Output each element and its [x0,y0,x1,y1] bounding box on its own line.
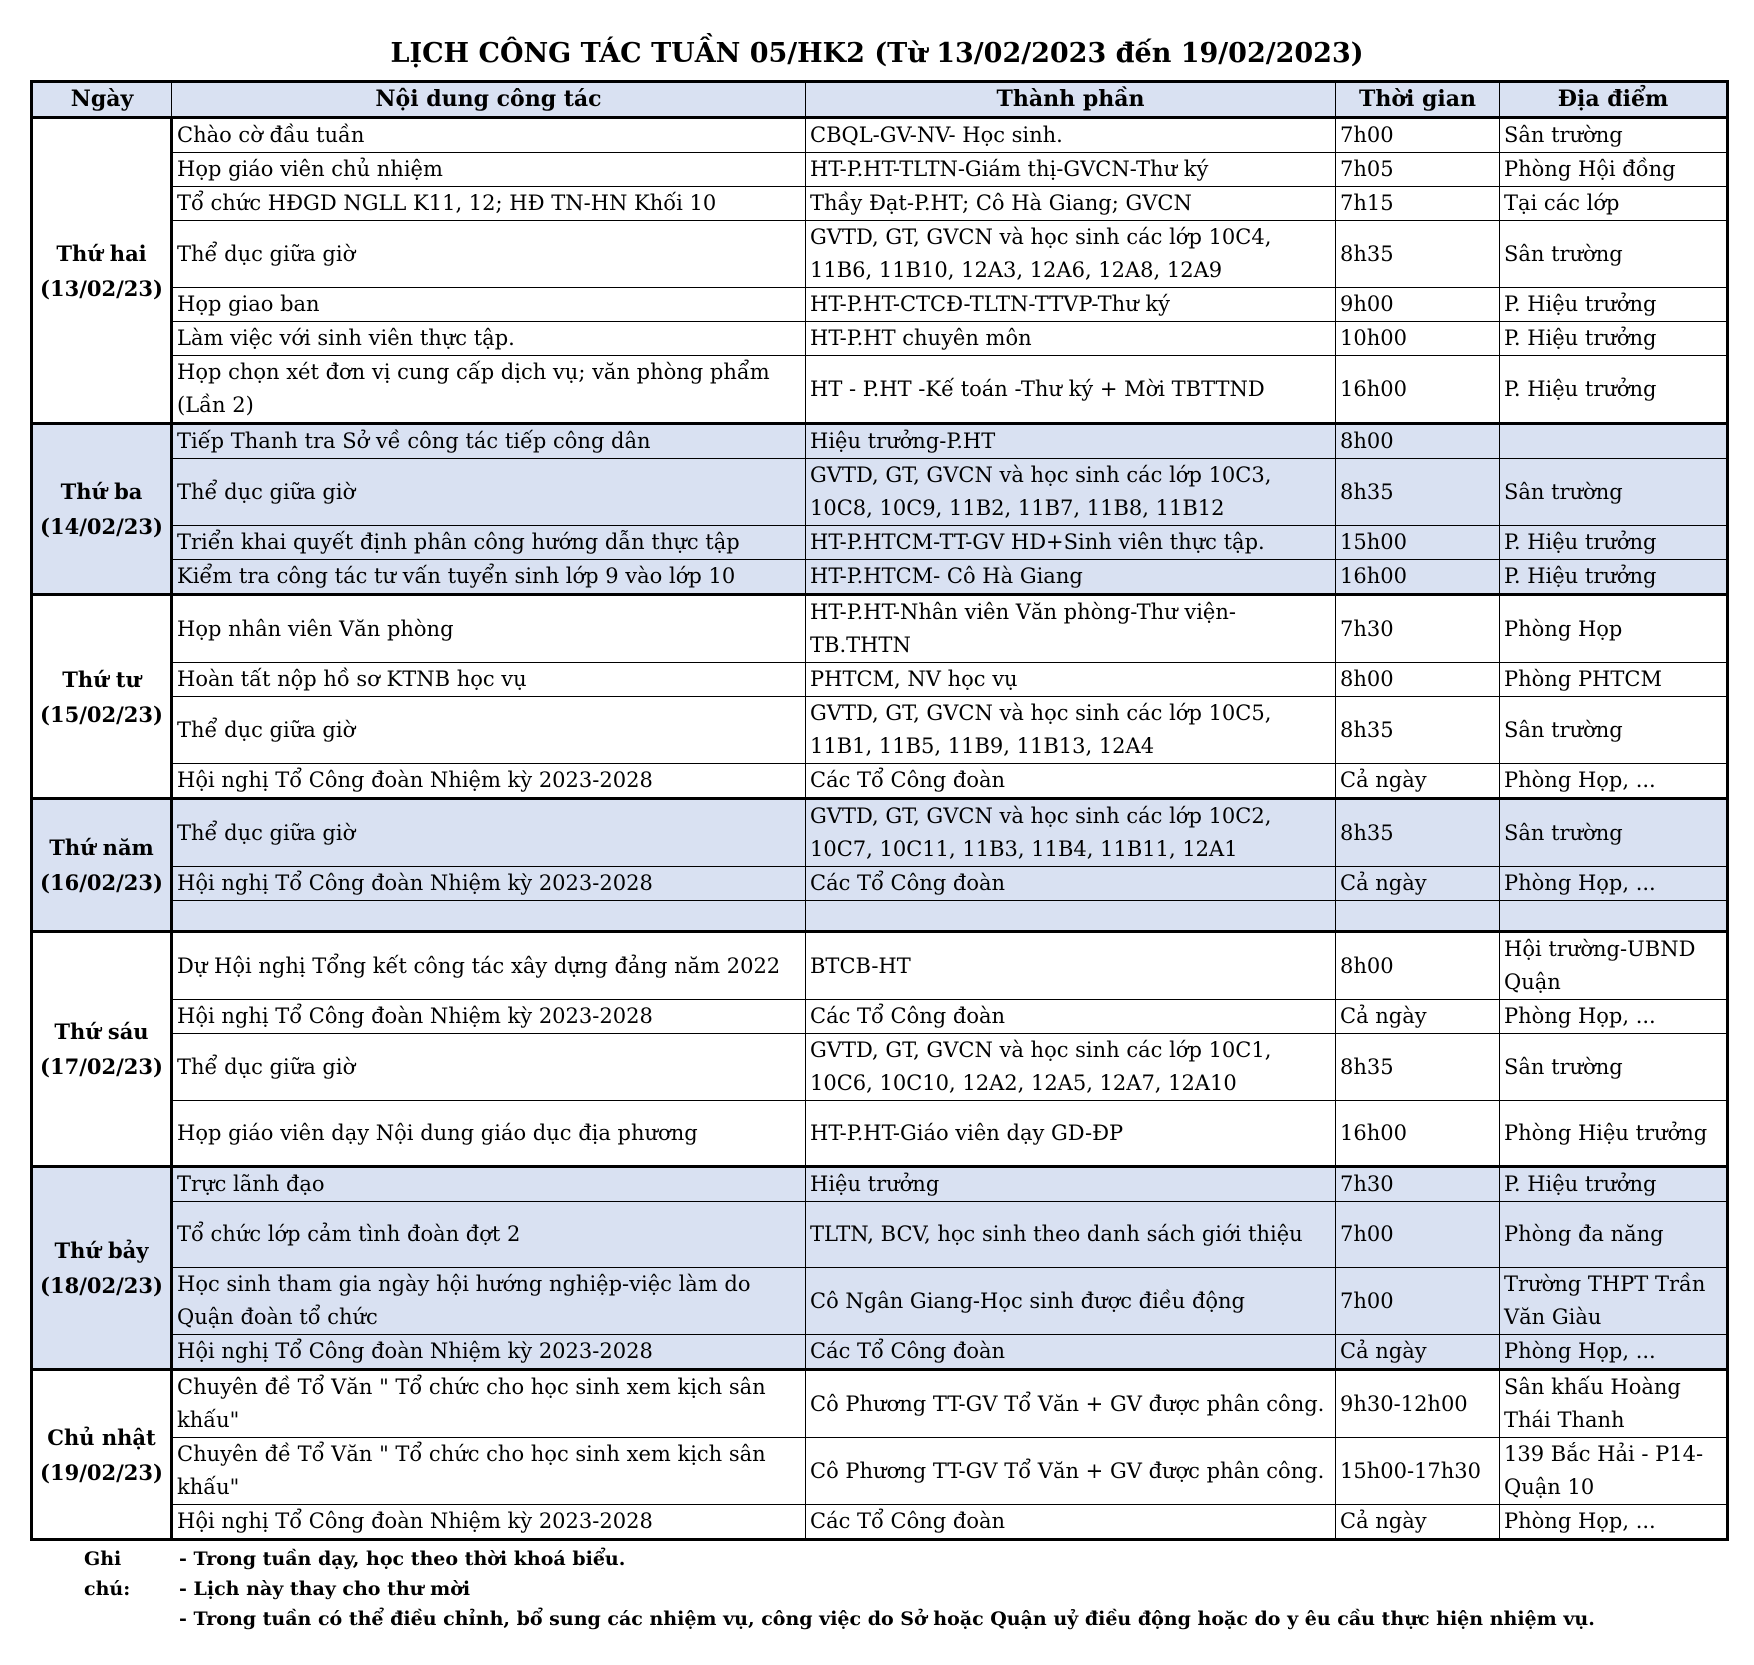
header-row [32,82,1728,118]
content-cell: Làm việc với sinh viên thực tập. [172,322,806,356]
time-cell: 7h30 [1336,595,1500,663]
table-row [32,932,1728,1000]
day-date: (15/02/23) [40,701,163,727]
content-cell: Triển khai quyết định phân công hướng dẫn thực tập [172,526,806,560]
time-cell: 8h35 [1336,1034,1500,1101]
time-cell: 8h00 [1336,424,1500,459]
participants-cell: GVTD, GT, GVCN và học sinh các lớp 10C3, 10C8, 10C9, 11B2, 11B7, 11B8, 11B12 [806,459,1336,526]
time-cell: 16h00 [1336,356,1500,424]
day-group-thursday [32,799,1728,932]
location-cell: Sân trường [1500,799,1728,867]
participants-cell: Thầy Đạt-P.HT; Cô Hà Giang; GVCN [806,187,1336,221]
location-cell: Sân trường [1500,459,1728,526]
time-cell: Cả ngày [1336,1505,1500,1540]
participants-cell: HT-P.HT-Nhân viên Văn phòng-Thư viện-TB.THTN [806,595,1336,663]
content-cell: Tiếp Thanh tra Sở về công tác tiếp công dân [172,424,806,459]
participants-cell: HT - P.HT -Kế toán -Thư ký + Mời TBTTND [806,356,1336,424]
page-title: LỊCH CÔNG TÁC TUẦN 05/HK2 (Từ 13/02/2023 đến 19/02/2023) [390,38,1364,69]
table-row [32,1505,1728,1540]
location-cell: Phòng Họp, ... [1500,764,1728,799]
note-line: - Trong tuần dạy, học theo thời khoá biểu. [179,1548,626,1570]
content-cell: Hội nghị Tổ Công đoàn Nhiệm kỳ 2023-2028 [172,1335,806,1370]
day-group-tuesday [32,424,1728,595]
location-cell: Phòng Họp, ... [1500,1335,1728,1370]
location-cell: Sân trường [1500,697,1728,764]
table-row [32,1101,1728,1167]
table-row [32,799,1728,867]
table-row [32,663,1728,697]
table-row [32,322,1728,356]
time-cell [1336,901,1500,932]
day-group-sunday [32,1370,1728,1540]
participants-cell: Các Tổ Công đoàn [806,1000,1336,1034]
table-row [32,459,1728,526]
table-row [32,1000,1728,1034]
location-cell: P. Hiệu trưởng [1500,560,1728,595]
time-cell: 8h35 [1336,799,1500,867]
time-cell: 16h00 [1336,1101,1500,1167]
table-row [32,1438,1728,1505]
time-cell: Cả ngày [1336,1000,1500,1034]
participants-cell: CBQL-GV-NV- Học sinh. [806,118,1336,153]
location-cell: Phòng Họp, ... [1500,1000,1728,1034]
time-cell: 8h00 [1336,932,1500,1000]
table-row [32,153,1728,187]
participants-cell: HT-P.HT chuyên môn [806,322,1336,356]
table-row [32,356,1728,424]
table-row [32,697,1728,764]
time-cell: Cả ngày [1336,867,1500,901]
participants-cell: PHTCM, NV học vụ [806,663,1336,697]
participants-cell: HT-P.HT-CTCĐ-TLTN-TTVP-Thư ký [806,288,1336,322]
participants-cell: Các Tổ Công đoàn [806,1505,1336,1540]
content-cell: Họp nhân viên Văn phòng [172,595,806,663]
content-cell: Dự Hội nghị Tổng kết công tác xây dựng đảng năm 2022 [172,932,806,1000]
location-cell: Phòng đa năng [1500,1202,1728,1268]
table-row [32,118,1728,153]
day-name: Thứ bảy [54,1238,149,1263]
location-cell: P. Hiệu trưởng [1500,1167,1728,1202]
location-cell: P. Hiệu trưởng [1500,322,1728,356]
participants-cell: Các Tổ Công đoàn [806,1335,1336,1370]
time-cell: 7h00 [1336,1268,1500,1335]
table-row [32,867,1728,901]
content-cell: Chuyên đề Tổ Văn " Tổ chức cho học sinh xem kịch sân khấu" [172,1370,806,1438]
day-cell [32,1370,172,1540]
content-cell: Hoàn tất nộp hồ sơ KTNB học vụ [172,663,806,697]
location-cell [1500,424,1728,459]
header-day: Ngày [32,82,172,118]
participants-cell: HT-P.HTCM- Cô Hà Giang [806,560,1336,595]
location-cell: Sân trường [1500,221,1728,288]
content-cell: Thể dục giữa giờ [172,221,806,288]
content-cell: Thể dục giữa giờ [172,697,806,764]
participants-cell: BTCB-HT [806,932,1336,1000]
content-cell: Chuyên đề Tổ Văn " Tổ chức cho học sinh xem kịch sân khấu" [172,1438,806,1505]
time-cell: 16h00 [1336,560,1500,595]
participants-cell: GVTD, GT, GVCN và học sinh các lớp 10C4, 11B6, 11B10, 12A3, 12A6, 12A8, 12A9 [806,221,1336,288]
day-cell [32,932,172,1167]
time-cell: 7h30 [1336,1167,1500,1202]
content-cell: Họp giáo viên chủ nhiệm [172,153,806,187]
time-cell: 15h00 [1336,526,1500,560]
day-name: Chủ nhật [47,1424,156,1450]
day-name: Thứ hai [56,240,147,266]
location-cell: Phòng Hiệu trưởng [1500,1101,1728,1167]
notes-lines [179,1544,1595,1634]
location-cell: P. Hiệu trưởng [1500,356,1728,424]
table-row [32,1370,1728,1438]
table-row [32,1268,1728,1335]
time-cell: 15h00-17h30 [1336,1438,1500,1505]
header-content: Nội dung công tác [172,82,806,118]
content-cell: Họp chọn xét đơn vị cung cấp dịch vụ; văn phòng phẩm (Lần 2) [172,356,806,424]
content-cell: Thể dục giữa giờ [172,459,806,526]
time-cell: 8h35 [1336,459,1500,526]
day-group-friday [32,932,1728,1167]
schedule-table [30,80,1729,1541]
day-date: (14/02/23) [40,514,163,539]
participants-cell: HT-P.HT-TLTN-Giám thị-GVCN-Thư ký [806,153,1336,187]
day-name: Thứ năm [49,835,154,860]
location-cell: Hội trường-UBND Quận [1500,932,1728,1000]
time-cell: 7h00 [1336,1202,1500,1268]
participants-cell: GVTD, GT, GVCN và học sinh các lớp 10C5, 11B1, 11B5, 11B9, 11B13, 12A4 [806,697,1336,764]
content-cell: Tổ chức HĐGD NGLL K11, 12; HĐ TN-HN Khối 10 [172,187,806,221]
time-cell: 8h35 [1336,221,1500,288]
table-row [32,1202,1728,1268]
content-cell: Họp giao ban [172,288,806,322]
time-cell: 9h30-12h00 [1336,1370,1500,1438]
day-cell [32,118,172,424]
participants-cell: GVTD, GT, GVCN và học sinh các lớp 10C2, 10C7, 10C11, 11B3, 11B4, 11B11, 12A1 [806,799,1336,867]
location-cell: P. Hiệu trưởng [1500,526,1728,560]
table-row [32,764,1728,799]
content-cell: Học sinh tham gia ngày hội hướng nghiệp-việc làm do Quận đoàn tổ chức [172,1268,806,1335]
table-row [32,901,1728,932]
header-location: Địa điểm [1500,82,1728,118]
day-date: (17/02/23) [40,1054,163,1079]
header-participants: Thành phần [806,82,1336,118]
day-cell [32,595,172,799]
day-date: (18/02/23) [40,1273,163,1298]
location-cell: Phòng Họp [1500,595,1728,663]
location-cell [1500,901,1728,932]
content-cell: Hội nghị Tổ Công đoàn Nhiệm kỳ 2023-2028 [172,764,806,799]
content-cell: Tổ chức lớp cảm tình đoàn đợt 2 [172,1202,806,1268]
location-cell: Trường THPT Trần Văn Giàu [1500,1268,1728,1335]
location-cell: Phòng Họp, ... [1500,867,1728,901]
time-cell: 8h35 [1336,697,1500,764]
day-date: (16/02/23) [40,870,163,895]
table-row [32,187,1728,221]
header-time: Thời gian [1336,82,1500,118]
location-cell: Tại các lớp [1500,187,1728,221]
day-cell [32,1167,172,1370]
day-group-monday [32,118,1728,424]
content-cell: Chào cờ đầu tuần [172,118,806,153]
content-cell: Hội nghị Tổ Công đoàn Nhiệm kỳ 2023-2028 [172,867,806,901]
participants-cell: Hiệu trưởng-P.HT [806,424,1336,459]
day-name: Thứ ba [60,479,143,504]
time-cell: 7h15 [1336,187,1500,221]
table-row [32,1167,1728,1202]
note-line: - Trong tuần có thể điều chỉnh, bổ sung các nhiệm vụ, công việc do Sở hoặc Quận uỷ điều động hoặc do y êu cầu thực hiện nhiệm vụ. [179,1608,1595,1630]
participants-cell: HT-P.HTCM-TT-GV HD+Sinh viên thực tập. [806,526,1336,560]
time-cell: Cả ngày [1336,764,1500,799]
location-cell: Phòng Hội đồng [1500,153,1728,187]
location-cell: Phòng Họp, ... [1500,1505,1728,1540]
table-row [32,1335,1728,1370]
location-cell: Sân trường [1500,118,1728,153]
content-cell: Thể dục giữa giờ [172,1034,806,1101]
day-date: (19/02/23) [40,1459,163,1485]
location-cell: P. Hiệu trưởng [1500,288,1728,322]
participants-cell: Cô Phương TT-GV Tổ Văn + GV được phân công. [806,1370,1336,1438]
location-cell: Phòng PHTCM [1500,663,1728,697]
time-cell: 9h00 [1336,288,1500,322]
content-cell: Hội nghị Tổ Công đoàn Nhiệm kỳ 2023-2028 [172,1505,806,1540]
time-cell: Cả ngày [1336,1335,1500,1370]
location-cell: Sân trường [1500,1034,1728,1101]
note-line: - Lịch này thay cho thư mời [179,1578,471,1600]
table-row [32,595,1728,663]
notes [84,1544,1595,1634]
day-cell [32,799,172,932]
time-cell: 7h00 [1336,118,1500,153]
day-group-wednesday [32,595,1728,799]
time-cell: 10h00 [1336,322,1500,356]
table-row [32,424,1728,459]
day-cell [32,424,172,595]
table-row [32,1034,1728,1101]
participants-cell [806,901,1336,932]
table-row [32,221,1728,288]
participants-cell: Hiệu trưởng [806,1167,1336,1202]
participants-cell: Cô Phương TT-GV Tổ Văn + GV được phân công. [806,1438,1336,1505]
content-cell: Thể dục giữa giờ [172,799,806,867]
day-name: Thứ sáu [54,1019,149,1044]
content-cell: Trực lãnh đạo [172,1167,806,1202]
table-row [32,560,1728,595]
participants-cell: HT-P.HT-Giáo viên dạy GD-ĐP [806,1101,1336,1167]
participants-cell: Các Tổ Công đoàn [806,867,1336,901]
participants-cell: GVTD, GT, GVCN và học sinh các lớp 10C1, 10C6, 10C10, 12A2, 12A5, 12A7, 12A10 [806,1034,1336,1101]
time-cell: 8h00 [1336,663,1500,697]
location-cell: Sân khấu Hoàng Thái Thanh [1500,1370,1728,1438]
location-cell: 139 Bắc Hải - P14-Quận 10 [1500,1438,1728,1505]
day-group-saturday [32,1167,1728,1370]
content-cell: Kiểm tra công tác tư vấn tuyển sinh lớp 9 vào lớp 10 [172,560,806,595]
day-date: (13/02/23) [40,275,163,301]
day-name: Thứ tư [62,666,141,692]
participants-cell: Cô Ngân Giang-Học sinh được điều động [806,1268,1336,1335]
content-cell: Họp giáo viên dạy Nội dung giáo dục địa phương [172,1101,806,1167]
participants-cell: TLTN, BCV, học sinh theo danh sách giới thiệu [806,1202,1336,1268]
table-row [32,288,1728,322]
notes-label: Ghi chú: [84,1548,131,1600]
content-cell [172,901,806,932]
table-row [32,526,1728,560]
participants-cell: Các Tổ Công đoàn [806,764,1336,799]
time-cell: 7h05 [1336,153,1500,187]
content-cell: Hội nghị Tổ Công đoàn Nhiệm kỳ 2023-2028 [172,1000,806,1034]
